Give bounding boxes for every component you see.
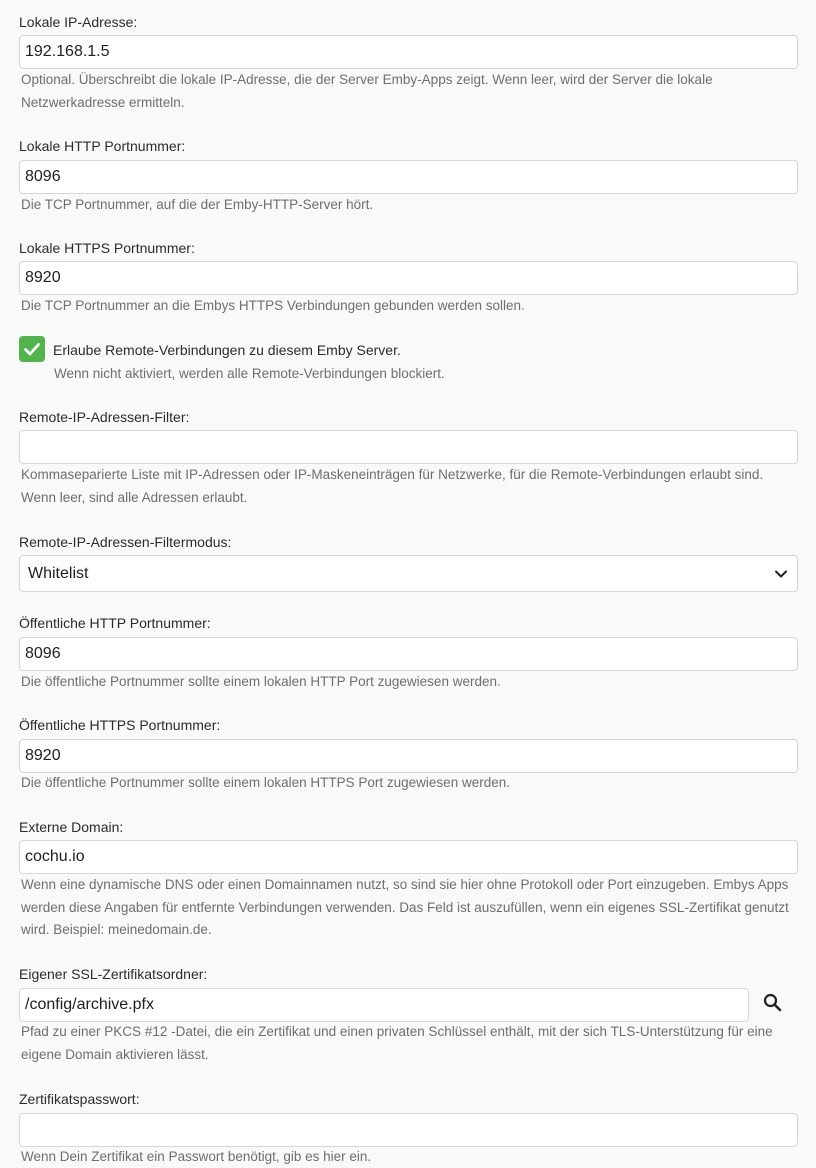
local-ip-description: Optional. Überschreibt die lokale IP-Adresse, die der Server Emby-Apps zeigt. Wenn leer, wird der Server die lokale Netzwerkadresse ermitteln. — [21, 72, 713, 110]
ssl-cert-description: Pfad zu einer PKCS #12 -Datei, die ein Zertifikat und einen privaten Schlüssel enthält, mit der sich TLS-Unterstützung für eine eigene Domain aktivieren lässt. — [21, 1024, 773, 1062]
remote-ip-filter-label: Remote-IP-Adressen-Filter: — [19, 409, 190, 425]
ssl-cert-input[interactable] — [19, 988, 749, 1022]
public-https-port-label: Öffentliche HTTPS Portnummer: — [19, 717, 221, 733]
cert-password-description: Wenn Dein Zertifikat ein Passwort benötigt, gib es hier ein. — [21, 1149, 372, 1164]
allow-remote-checkbox[interactable] — [19, 336, 45, 362]
remote-ip-filter-input[interactable] — [19, 430, 798, 464]
external-domain-label: Externe Domain: — [19, 819, 124, 835]
local-ip-label: Lokale IP-Adresse: — [19, 14, 138, 30]
cert-password-label: Zertifikatspasswort: — [19, 1091, 140, 1107]
remote-filter-mode-select[interactable] — [19, 555, 798, 592]
ssl-cert-browse-button[interactable] — [760, 990, 786, 1016]
public-https-port-description: Die öffentliche Portnummer sollte einem lokalen HTTPS Port zugewiesen werden. — [21, 775, 510, 790]
search-icon — [760, 990, 786, 1016]
public-https-port-input[interactable] — [19, 739, 798, 773]
ssl-cert-label: Eigener SSL-Zertifikatsordner: — [19, 966, 208, 982]
chevron-down-icon — [774, 567, 788, 581]
public-http-port-input[interactable] — [19, 637, 798, 671]
public-http-port-label: Öffentliche HTTP Portnummer: — [19, 615, 211, 631]
public-http-port-description: Die öffentliche Portnummer sollte einem lokalen HTTP Port zugewiesen werden. — [21, 674, 501, 689]
local-http-port-label: Lokale HTTP Portnummer: — [19, 138, 186, 154]
local-https-port-input[interactable] — [19, 261, 798, 295]
external-domain-description: Wenn eine dynamische DNS oder einen Domainnamen nutzt, so sind sie hier ohne Protokoll oder Port einzugeben. Embys Apps werden diese Angaben für entfernte Verbindungen verwenden. Das Feld ist auszufüllen, wenn ein eigenes SSL-Zertifikat genutzt wird. Beispiel: meinedomain.de. — [21, 877, 789, 937]
cert-password-input[interactable] — [19, 1113, 798, 1147]
allow-remote-label[interactable]: Erlaube Remote-Verbindungen zu diesem Emby Server. — [53, 342, 401, 358]
remote-ip-filter-description: Kommaseparierte Liste mit IP-Adressen oder IP-Maskeneinträgen für Netzwerke, für die Remote-Verbindungen erlaubt sind. Wenn leer, sind alle Adressen erlaubt. — [21, 467, 764, 505]
local-https-port-description: Die TCP Portnummer an die Embys HTTPS Verbindungen gebunden werden sollen. — [21, 298, 525, 313]
local-ip-input[interactable] — [19, 35, 798, 69]
allow-remote-description: Wenn nicht aktiviert, werden alle Remote-Verbindungen blockiert. — [54, 366, 445, 381]
remote-filter-mode-label: Remote-IP-Adressen-Filtermodus: — [19, 534, 232, 550]
remote-filter-mode-value: Whitelist — [28, 565, 89, 582]
external-domain-input[interactable] — [19, 840, 798, 874]
checkmark-icon — [22, 339, 42, 359]
local-http-port-description: Die TCP Portnummer, auf die der Emby-HTTP-Server hört. — [21, 197, 374, 212]
local-http-port-input[interactable] — [19, 160, 798, 194]
local-https-port-label: Lokale HTTPS Portnummer: — [19, 240, 195, 256]
